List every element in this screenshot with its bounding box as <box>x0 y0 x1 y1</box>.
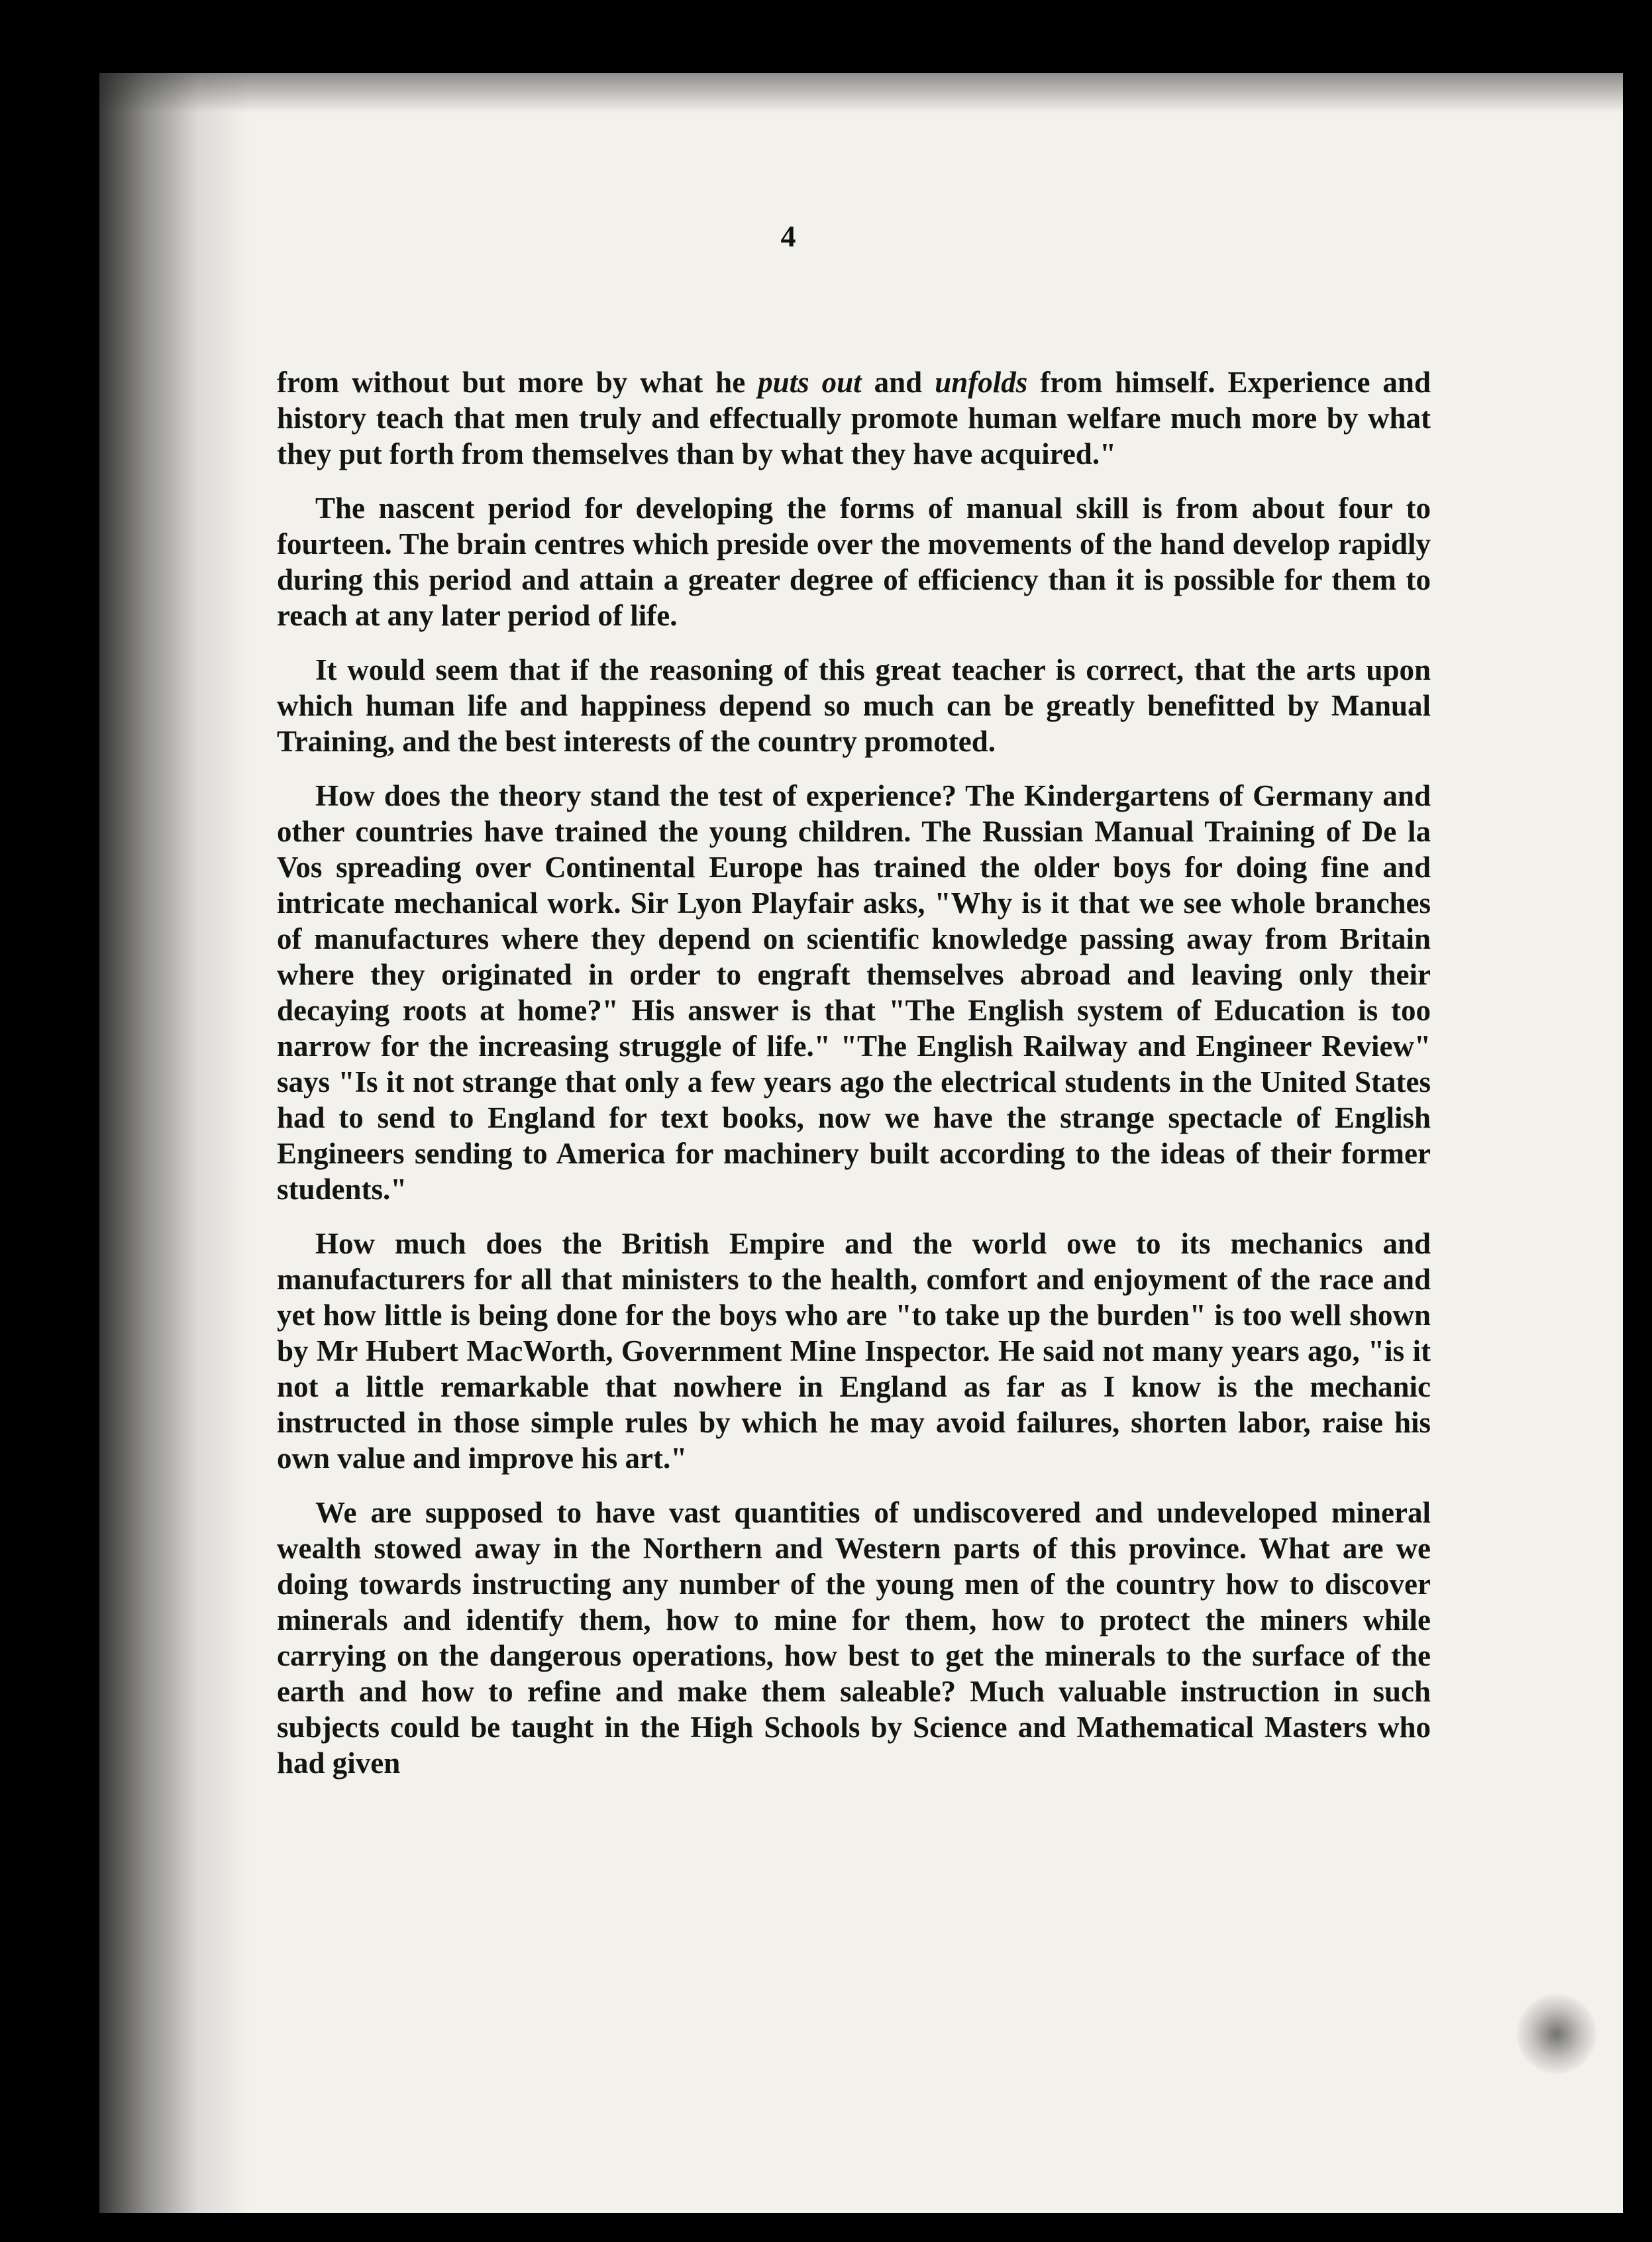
scanned-page <box>99 73 1623 2213</box>
page-number: 4 <box>780 219 796 253</box>
paragraph-1-italic-unfolds: unfolds <box>935 366 1028 399</box>
paragraph-5: How much does the British Empire and the world owe to its mechanics and manufacturers for all that ministers to the health, comfort and enjoyment of the race and yet how little is being done for the boys who are "to take up the burden" is too well shown by Mr Hubert MacWorth, Government Mine Inspector. He said not many years ago, "is it not a little remarkable that nowhere in England as far as I know is the mechanic instructed in those simple rules by which he may avoid failures, shorten labor, raise his own value and improve his art." <box>277 1227 1431 1475</box>
paragraph-4: How does the theory stand the test of experience? The Kindergartens of Germany and other countries have trained the young children. The Russian Manual Training of De la Vos spreading over Continental Europe has trained the older boys for doing fine and intricate mechanical work. Sir Lyon Playfair asks, "Why is it that we see whole branches of manufactures where they depend on scientific knowledge passing away from Britain where they originated in order to engraft themselves abroad and leaving only their decaying roots at home?" His answer is that "The English system of Education is too narrow for the increasing struggle of life." "The English Railway and Engineer Review" says "Is it not strange that only a few years ago the electrical students in the United States had to send to England for text books, now we have the strange spectacle of English Engineers sending to America for machinery built according to the ideas of their former students." <box>277 779 1431 1206</box>
page-top-shadow <box>99 73 1623 113</box>
paragraph-1-mid: and <box>861 366 935 399</box>
paragraph-1-after: from himself. Experience and history teach that men truly and effectually promote human welfare much more by what they put forth from themselves than by what they have acquired." <box>277 366 1431 470</box>
scan-blemish <box>1517 1994 1596 2074</box>
paragraph-1 <box>277 364 1431 472</box>
paragraph-3: It would seem that if the reasoning of this great teacher is correct, that the arts upon which human life and happiness depend so much can be greatly benefitted by Manual Training, and the best interests of the country promoted. <box>277 653 1431 758</box>
page-edge-shadow <box>99 73 252 2213</box>
paragraph-2: The nascent period for developing the forms of manual skill is from about four to fourteen. The brain centres which preside over the movements of the hand develop rapidly during this period and attain a greater degree of efficiency than it is possible for them to reach at any later period of life. <box>277 492 1431 632</box>
body-text <box>277 364 1431 1799</box>
paragraph-1-italic-puts-out: puts out <box>758 366 862 399</box>
paragraph-6: We are supposed to have vast quantities of undiscovered and undeveloped mineral wealth stowed away in the Northern and Western parts of this province. What are we doing towards instructing any number of the young men of the country how to discover minerals and identify them, how to mine for them, how to protect the miners while carrying on the dangerous operations, how best to get the minerals to the surface of the earth and how to refine and make them saleable? Much valuable instruction in such subjects could be taught in the High Schools by Science and Mathematical Masters who had given <box>277 1496 1431 1780</box>
paragraph-1-before: from without but more by what he <box>277 366 758 399</box>
